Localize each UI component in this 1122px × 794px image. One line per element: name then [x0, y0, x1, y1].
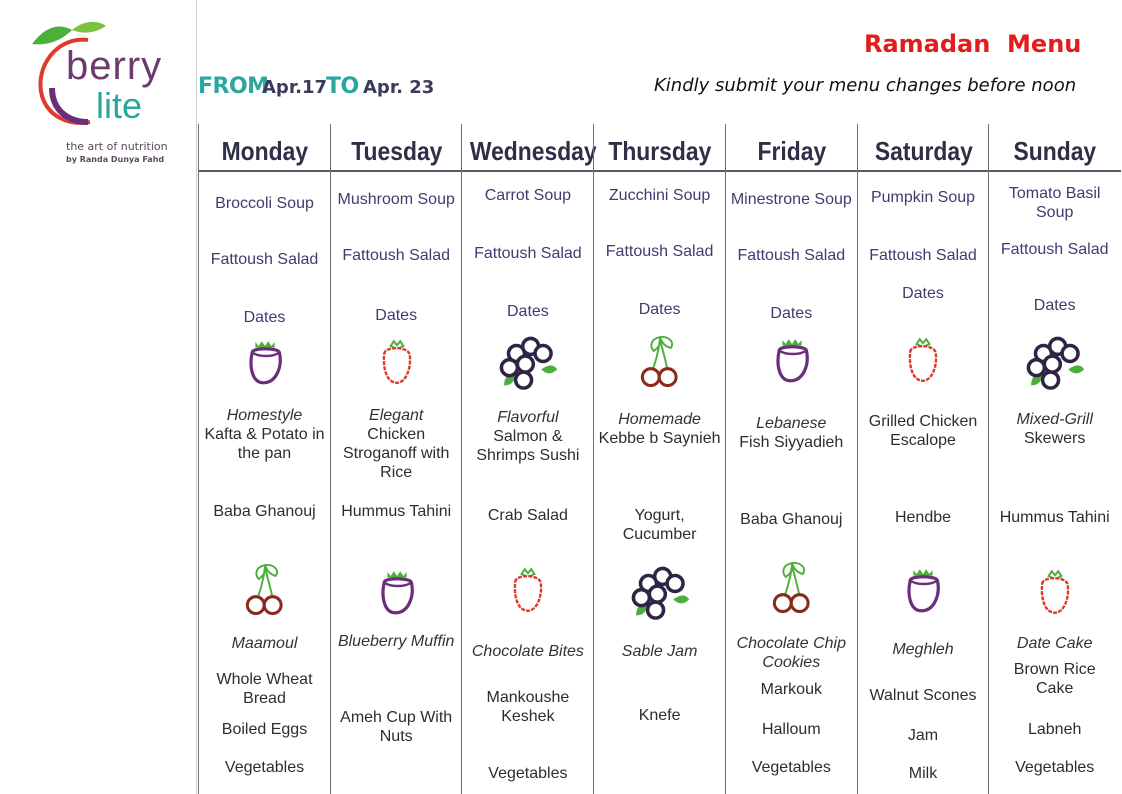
main-dish — [466, 408, 589, 465]
extra-item: Boiled Eggs — [221, 721, 308, 738]
raspberry-icon — [504, 566, 552, 614]
main-dish — [203, 406, 326, 463]
main-dish-adjective: Flavorful — [497, 409, 559, 426]
extra-item: Vegetables — [488, 765, 568, 782]
from-date: Apr.17 — [262, 77, 328, 98]
main-dish — [993, 410, 1116, 448]
side-item: Baba Ghanouj — [213, 503, 316, 520]
logo-word-lite: lite — [96, 85, 143, 126]
dates-item: Dates — [638, 301, 681, 318]
logo-panel — [0, 0, 197, 794]
extra-item: Whole Wheat Bread — [216, 671, 313, 707]
salad-item: Fattoush Salad — [605, 243, 714, 260]
main-dish-name: Kafta & Potato in the pan — [204, 426, 325, 462]
salad-item: Fattoush Salad — [342, 247, 450, 264]
raspberry-icon — [373, 338, 421, 386]
dates-item: Dates — [902, 285, 944, 302]
extra-item: Markouk — [760, 681, 822, 698]
dessert-item: Sable Jam — [621, 643, 698, 660]
dates-item: Dates — [243, 309, 286, 326]
main-dish — [335, 406, 458, 482]
extra-item: Vegetables — [224, 759, 305, 776]
main-dish-name: Salmon & Shrimps Sushi — [476, 428, 580, 464]
main-dish-adjective: Elegant — [369, 407, 424, 424]
salad-item: Fattoush Salad — [210, 251, 319, 268]
extra-item: Milk — [908, 765, 938, 782]
salad-item: Fattoush Salad — [474, 245, 582, 262]
day-column-saturday — [857, 124, 990, 794]
to-label: TO — [326, 74, 359, 99]
day-header: Friday — [757, 136, 826, 166]
eggplant-icon — [241, 338, 289, 386]
dessert-item: Maamoul — [231, 635, 298, 652]
logo-byline: by Randa Dunya Fahd — [66, 155, 165, 164]
day-header: Saturday — [874, 136, 973, 166]
to-date: Apr. 23 — [363, 77, 435, 98]
side-item: Hummus Tahini — [999, 509, 1110, 526]
dates-item: Dates — [1033, 297, 1076, 314]
day-header: Wednesday — [470, 136, 598, 166]
submission-note: Kindly submit your menu changes before noon — [654, 75, 1077, 96]
eggplant-icon — [899, 566, 947, 614]
main-dish — [862, 412, 985, 450]
extra-item: Vegetables — [1015, 759, 1095, 776]
side-item: Yogurt, Cucumber — [622, 507, 697, 543]
day-column-friday — [725, 124, 858, 794]
soup-item: Zucchini Soup — [608, 187, 711, 204]
grape-cluster-icon — [629, 564, 691, 626]
from-label: FROM — [198, 74, 269, 99]
main-dish-name: Kebbe b Saynieh — [598, 430, 721, 447]
day-column-monday — [198, 124, 331, 794]
day-column-wednesday — [461, 124, 598, 794]
grape-cluster-icon — [1024, 334, 1086, 396]
eggplant-icon — [373, 568, 421, 616]
menu-grid — [198, 124, 1122, 794]
soup-item: Mushroom Soup — [337, 191, 455, 208]
extra-item: Labneh — [1027, 721, 1082, 738]
raspberry-icon — [1031, 568, 1079, 616]
main-dish-name: Chicken Stroganoff with Rice — [342, 426, 450, 481]
extra-item: Walnut Scones — [869, 687, 977, 704]
eggplant-icon — [768, 336, 816, 384]
extra-item: Brown Rice Cake — [1013, 661, 1096, 697]
side-item: Hummus Tahini — [341, 503, 452, 520]
soup-item: Carrot Soup — [484, 187, 572, 204]
main-dish-adjective: Lebanese — [756, 415, 827, 432]
extra-item: Ameh Cup With Nuts — [340, 709, 453, 745]
side-item: Baba Ghanouj — [740, 511, 843, 528]
main-dish — [598, 410, 721, 448]
logo-word-berry: berry — [66, 44, 163, 88]
cherry-icon — [637, 332, 683, 390]
day-header: Monday — [221, 136, 309, 166]
raspberry-icon — [899, 336, 947, 384]
side-item: Crab Salad — [487, 507, 568, 524]
day-header: Tuesday — [350, 136, 443, 166]
salad-item: Fattoush Salad — [869, 247, 977, 264]
dessert-item: Blueberry Muffin — [337, 633, 455, 650]
dates-item: Dates — [375, 307, 418, 324]
day-header: Thursday — [608, 136, 712, 166]
grape-cluster-icon — [497, 334, 559, 396]
extra-item: Knefe — [638, 707, 681, 724]
side-item: Hendbe — [894, 509, 952, 526]
extra-item: Halloum — [761, 721, 821, 738]
dates-item: Dates — [770, 305, 813, 322]
logo-tagline: the art of nutrition — [66, 140, 168, 153]
salad-item: Fattoush Salad — [737, 247, 846, 264]
main-dish-adjective: Homestyle — [226, 407, 303, 424]
main-dish-adjective: Mixed-Grill — [1016, 411, 1093, 428]
extra-item: Mankoushe Keshek — [486, 689, 570, 725]
dessert-item: Meghleh — [892, 641, 954, 658]
extra-item: Vegetables — [751, 759, 831, 776]
main-dish-name: Skewers — [1024, 430, 1086, 447]
soup-item: Tomato Basil Soup — [1008, 185, 1101, 221]
salad-item: Fattoush Salad — [1000, 241, 1109, 258]
day-header: Sunday — [1013, 136, 1097, 166]
dessert-item: Chocolate Chip Cookies — [736, 635, 846, 671]
main-dish-name: Grilled Chicken Escalope — [868, 413, 978, 449]
dessert-item: Chocolate Bites — [471, 643, 584, 660]
dessert-item: Date Cake — [1016, 635, 1093, 652]
cherry-icon — [242, 560, 288, 618]
soup-item: Broccoli Soup — [215, 195, 314, 212]
day-column-sunday — [988, 124, 1121, 794]
day-column-thursday — [593, 124, 726, 794]
main-dish-adjective: Homemade — [618, 411, 701, 428]
soup-item: Pumpkin Soup — [870, 189, 976, 206]
dates-item: Dates — [506, 303, 549, 320]
main-dish-name: Fish Siyyadieh — [739, 434, 844, 451]
cherry-icon — [769, 558, 815, 616]
main-dish — [730, 414, 853, 452]
menu-title: Ramadan Menu — [864, 30, 1082, 58]
soup-item: Minestrone Soup — [730, 191, 852, 208]
extra-item: Jam — [907, 727, 939, 744]
day-column-tuesday — [330, 124, 463, 794]
